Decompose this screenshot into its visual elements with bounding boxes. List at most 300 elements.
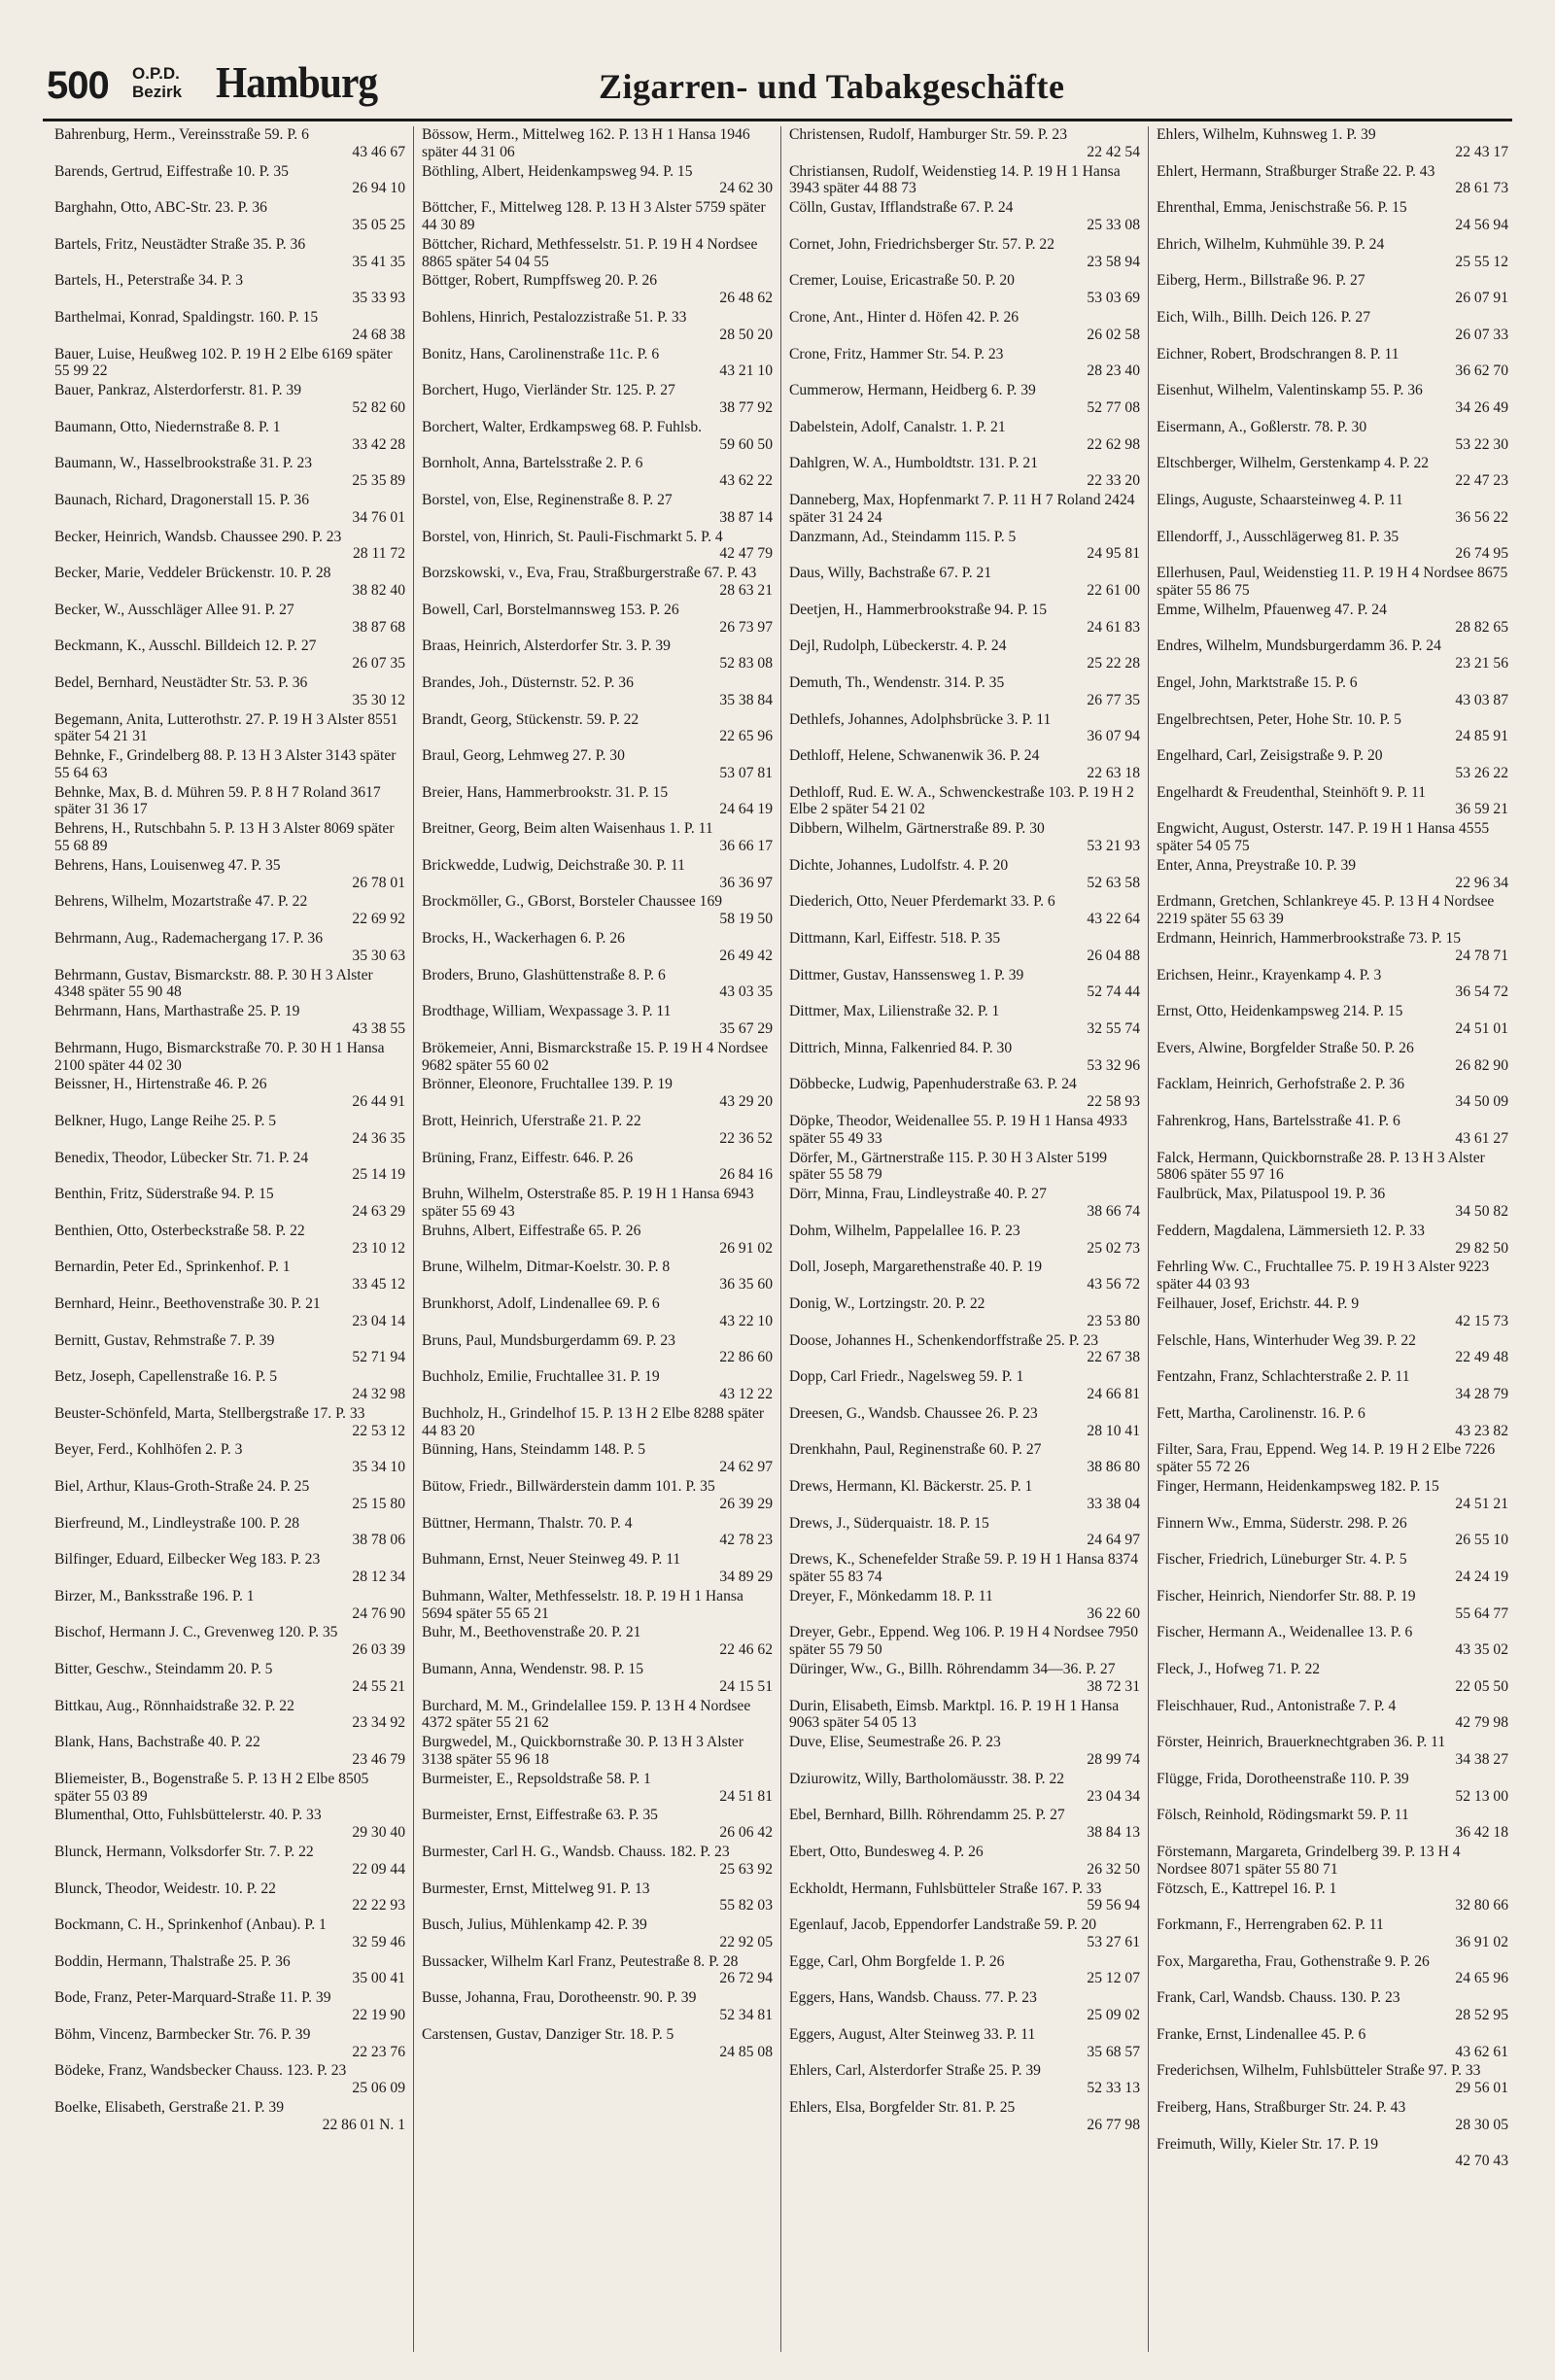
- entry-phone-number: 28 82 65: [1455, 618, 1508, 636]
- entry-text: Brodthage, William, Wexpassage 3. P. 11: [422, 1003, 672, 1020]
- entry-phone-number: 53 21 93: [1087, 838, 1140, 855]
- entry-text: Benedix, Theodor, Lübecker Str. 71. P. 24: [54, 1149, 309, 1166]
- entry-text: Cornet, John, Friedrichsberger Str. 57. P. 22: [789, 235, 1055, 253]
- entry-text: Engelbrechtsen, Peter, Hohe Str. 10. P. 5: [1157, 710, 1401, 728]
- entry-phone-number: 26 02 58: [1087, 326, 1140, 343]
- directory-entry: [54, 1844, 405, 1880]
- entry-text: Bütow, Friedr., Billwärderstein damm 101. P. 35: [422, 1477, 715, 1495]
- entry-text: Böttcher, Richard, Methfesselstr. 51. P. 19 H 4 Nordsee 8865 später 54 04 55: [422, 235, 758, 270]
- entry-phone-number: 43 21 10: [719, 362, 773, 380]
- entry-phone-number: 22 05 50: [1455, 1677, 1508, 1695]
- entry-text: Christiansen, Rudolf, Weidenstieg 14. P. 19 H 1 Hansa 3943 später 44 88 73: [789, 162, 1121, 197]
- entry-text: Brönner, Eleonore, Fruchtallee 139. P. 19: [422, 1076, 673, 1093]
- entry-phone-number: 26 78 01: [352, 874, 405, 891]
- entry-phone-number: 29 82 50: [1455, 1239, 1508, 1257]
- directory-entry: [422, 1698, 773, 1734]
- entry-text: Barends, Gertrud, Eiffestraße 10. P. 35: [54, 162, 289, 180]
- directory-entry: [789, 455, 1140, 491]
- entry-text: Buhmann, Ernst, Neuer Steinweg 49. P. 11: [422, 1551, 681, 1569]
- directory-entry: [422, 1880, 773, 1916]
- directory-entry: [422, 674, 773, 710]
- entry-phone-number: 36 91 02: [1455, 1933, 1508, 1950]
- entry-text: Daus, Willy, Bachstraße 67. P. 21: [789, 565, 992, 582]
- entry-text: Dethloff, Helene, Schwanenwik 36. P. 24: [789, 747, 1040, 765]
- entry-phone-number: 22 67 38: [1087, 1349, 1140, 1366]
- entry-text: Braul, Georg, Lehmweg 27. P. 30: [422, 747, 625, 765]
- entry-phone-number: 53 22 30: [1455, 435, 1508, 453]
- directory-entry: [789, 747, 1140, 783]
- entry-text: Franke, Ernst, Lindenallee 45. P. 6: [1157, 2025, 1366, 2043]
- entry-text: Beissner, H., Hirtenstraße 46. P. 26: [54, 1076, 267, 1093]
- entry-phone-number: 25 09 02: [1087, 2007, 1140, 2024]
- directory-entry: [1157, 455, 1508, 491]
- entry-phone-number: 24 61 83: [1087, 618, 1140, 636]
- entry-text: Freimuth, Willy, Kieler Str. 17. P. 19: [1157, 2135, 1379, 2153]
- directory-entry: [789, 1698, 1140, 1734]
- entry-text: Böttger, Robert, Rumpffsweg 20. P. 26: [422, 272, 658, 290]
- entry-text: Ehrich, Wilhelm, Kuhmühle 39. P. 24: [1157, 235, 1385, 253]
- directory-entry: [422, 893, 773, 929]
- entry-phone-number: 34 38 27: [1455, 1750, 1508, 1768]
- directory-entry: [422, 272, 773, 308]
- entry-text: Doll, Joseph, Margarethenstraße 40. P. 19: [789, 1259, 1042, 1276]
- directory-entry: [1157, 1186, 1508, 1222]
- entry-phone-number: 38 78 06: [352, 1532, 405, 1549]
- entry-text: Blunck, Theodor, Weidestr. 10. P. 22: [54, 1880, 276, 1897]
- directory-entry: [1157, 2062, 1508, 2098]
- directory-entry: [1157, 1916, 1508, 1952]
- entry-text: Bierfreund, M., Lindleystraße 100. P. 28: [54, 1514, 300, 1532]
- directory-entry: [422, 602, 773, 638]
- entry-text: Donig, W., Lortzingstr. 20. P. 22: [789, 1295, 985, 1312]
- entry-phone-number: 43 22 10: [719, 1312, 773, 1329]
- entry-text: Dziurowitz, Willy, Bartholomäusstr. 38. P. 22: [789, 1770, 1065, 1787]
- entry-text: Finnern Ww., Emma, Süderstr. 298. P. 26: [1157, 1514, 1407, 1532]
- directory-entry: [1157, 674, 1508, 710]
- entry-phone-number: 26 82 90: [1455, 1056, 1508, 1074]
- directory-entry: [1157, 2099, 1508, 2135]
- directory-entry: [422, 529, 773, 565]
- directory-entry: [789, 309, 1140, 345]
- directory-entry: [1157, 1953, 1508, 1989]
- entry-phone-number: 36 36 97: [719, 874, 773, 891]
- entry-phone-number: 23 46 79: [352, 1750, 405, 1768]
- entry-text: Fehrling Ww. C., Fruchtallee 75. P. 19 H 3 Alster 9223 später 44 03 93: [1157, 1259, 1490, 1293]
- entry-text: Fox, Margaretha, Frau, Gothenstraße 9. P. 26: [1157, 1952, 1430, 1970]
- entry-text: Dittmer, Gustav, Hanssensweg 1. P. 39: [789, 966, 1024, 983]
- directory-entry: [422, 236, 773, 272]
- directory-entry: [54, 163, 405, 199]
- entry-phone-number: 34 50 09: [1455, 1093, 1508, 1111]
- entry-text: Bittkau, Aug., Rönnhaidstraße 32. P. 22: [54, 1697, 294, 1714]
- directory-entry: [54, 1113, 405, 1149]
- directory-entry: [789, 1807, 1140, 1843]
- entry-text: Blunck, Hermann, Volksdorfer Str. 7. P. 22: [54, 1843, 314, 1860]
- entry-phone-number: 52 13 00: [1455, 1787, 1508, 1805]
- entry-text: Feddern, Magdalena, Lämmersieth 12. P. 33: [1157, 1222, 1425, 1239]
- entry-phone-number: 24 95 81: [1087, 545, 1140, 563]
- directory-entry: [1157, 1150, 1508, 1186]
- entry-phone-number: 36 22 60: [1087, 1604, 1140, 1622]
- directory-entry: [1157, 382, 1508, 418]
- directory-entry: [54, 674, 405, 710]
- directory-entry: [789, 1771, 1140, 1807]
- entry-phone-number: 22 86 60: [719, 1349, 773, 1366]
- entry-text: Braas, Heinrich, Alsterdorfer Str. 3. P. 39: [422, 638, 671, 655]
- directory-entry: [789, 199, 1140, 235]
- directory-entry: [789, 2062, 1140, 2098]
- entry-phone-number: 22 96 34: [1455, 874, 1508, 891]
- entry-text: Demuth, Th., Wendenstr. 314. P. 35: [789, 673, 1005, 691]
- directory-entry: [422, 492, 773, 528]
- entry-phone-number: 43 35 02: [1455, 1641, 1508, 1659]
- entry-text: Dethloff, Rud. E. W. A., Schwenckestraße 103. P. 19 H 2 Elbe 2 später 54 21 02: [789, 783, 1134, 818]
- entry-text: Dittrich, Minna, Falkenried 84. P. 30: [789, 1039, 1013, 1056]
- directory-entry: [54, 1259, 405, 1294]
- entry-phone-number: 32 55 74: [1087, 1020, 1140, 1038]
- directory-entry: [1157, 1113, 1508, 1149]
- directory-entry: [422, 820, 773, 856]
- directory-entry: [789, 1624, 1140, 1660]
- directory-entry: [789, 1040, 1140, 1076]
- entry-phone-number: 24 66 81: [1087, 1385, 1140, 1402]
- directory-entry: [54, 1332, 405, 1368]
- entry-phone-number: 35 33 93: [352, 290, 405, 307]
- entry-text: Forkmann, F., Herrengraben 62. P. 11: [1157, 1916, 1384, 1934]
- directory-entry: [789, 1734, 1140, 1770]
- entry-phone-number: 35 30 63: [352, 947, 405, 964]
- directory-entry: [54, 638, 405, 673]
- entry-phone-number: 43 23 82: [1455, 1422, 1508, 1439]
- directory-entry: [422, 1003, 773, 1039]
- entry-phone-number: 26 44 91: [352, 1093, 405, 1111]
- entry-phone-number: 22 19 90: [352, 2007, 405, 2024]
- directory-entry: [1157, 1478, 1508, 1514]
- directory-entry: [54, 1953, 405, 1989]
- entry-text: Ehlers, Carl, Alsterdorfer Straße 25. P. 39: [789, 2062, 1041, 2080]
- directory-entry: [1157, 1551, 1508, 1587]
- entry-text: Büttner, Hermann, Thalstr. 70. P. 4: [422, 1514, 633, 1532]
- entry-phone-number: 59 60 50: [719, 435, 773, 453]
- directory-entry: [789, 1150, 1140, 1186]
- directory-entry: [1157, 638, 1508, 673]
- entry-text: Bilfinger, Eduard, Eilbecker Weg 183. P. 23: [54, 1551, 321, 1569]
- directory-entry: [54, 1807, 405, 1843]
- entry-text: Eggers, Hans, Wandsb. Chauss. 77. P. 23: [789, 1989, 1037, 2007]
- directory-entry: [789, 1588, 1140, 1624]
- directory-entry: [789, 346, 1140, 382]
- entry-phone-number: 38 86 80: [1087, 1459, 1140, 1476]
- entry-phone-number: 34 89 29: [719, 1568, 773, 1585]
- entry-text: Brandt, Georg, Stückenstr. 59. P. 22: [422, 710, 639, 728]
- entry-text: Baumann, Otto, Niedernstraße 8. P. 1: [54, 418, 281, 435]
- entry-text: Bussacker, Wilhelm Karl Franz, Peutestraße 8. P. 28: [422, 1952, 739, 1970]
- entry-text: Blumenthal, Otto, Fuhlsbüttelerstr. 40. P. 33: [54, 1807, 322, 1824]
- entry-phone-number: 25 33 08: [1087, 216, 1140, 233]
- entry-text: Becker, Heinrich, Wandsb. Chaussee 290. P. 23: [54, 528, 342, 545]
- entry-phone-number: 23 21 56: [1455, 655, 1508, 673]
- entry-phone-number: 23 04 14: [352, 1312, 405, 1329]
- entry-phone-number: 25 14 19: [352, 1166, 405, 1184]
- entry-text: Drews, Hermann, Kl. Bäckerstr. 25. P. 1: [789, 1477, 1033, 1495]
- page-number: 500: [47, 64, 109, 107]
- entry-text: Beuster-Schönfeld, Marta, Stellbergstraße 17. P. 33: [54, 1404, 365, 1422]
- entry-text: Feilhauer, Josef, Erichstr. 44. P. 9: [1157, 1295, 1360, 1312]
- entry-text: Eckholdt, Hermann, Fuhlsbütteler Straße 167. P. 33: [789, 1880, 1102, 1897]
- entry-phone-number: 42 15 73: [1455, 1312, 1508, 1329]
- entry-text: Barghahn, Otto, ABC-Str. 23. P. 36: [54, 199, 267, 217]
- directory-entry: [1157, 602, 1508, 638]
- entry-phone-number: 43 03 35: [719, 983, 773, 1001]
- directory-entry: [54, 529, 405, 565]
- entry-text: Bernhard, Heinr., Beethovenstraße 30. P. 21: [54, 1295, 321, 1312]
- entry-text: Behrens, H., Rutschbahn 5. P. 13 H 3 Alster 8069 später 55 68 89: [54, 820, 395, 855]
- entry-text: Ellerhusen, Paul, Weidenstieg 11. P. 19 H 4 Nordsee 8675 später 55 86 75: [1157, 565, 1508, 599]
- entry-phone-number: 26 77 98: [1087, 2116, 1140, 2133]
- directory-entry: [1157, 1661, 1508, 1697]
- entry-text: Brune, Wilhelm, Ditmar-Koelstr. 30. P. 8: [422, 1259, 671, 1276]
- directory-entry: [1157, 820, 1508, 856]
- directory-entry: [54, 565, 405, 601]
- entry-phone-number: 26 94 10: [352, 180, 405, 197]
- entry-phone-number: 36 59 21: [1455, 801, 1508, 818]
- entry-phone-number: 43 46 67: [352, 143, 405, 160]
- entry-text: Eltschberger, Wilhelm, Gerstenkamp 4. P. 22: [1157, 455, 1430, 472]
- entry-phone-number: 36 54 72: [1455, 983, 1508, 1001]
- entry-text: Engwicht, August, Osterstr. 147. P. 19 H 1 Hansa 4555 später 54 05 75: [1157, 820, 1490, 855]
- directory-entry: [1157, 930, 1508, 966]
- directory-entry: [54, 1588, 405, 1624]
- directory-entry: [789, 529, 1140, 565]
- entry-text: Danneberg, Max, Hopfenmarkt 7. P. 11 H 7 Roland 2424 später 31 24 24: [789, 491, 1135, 526]
- directory-entry: [789, 1953, 1140, 1989]
- directory-entry: [789, 820, 1140, 856]
- entry-text: Brökemeier, Anni, Bismarckstraße 15. P. 19 H 4 Nordsee 9682 später 55 60 02: [422, 1039, 769, 1074]
- entry-text: Ernst, Otto, Heidenkampsweg 214. P. 15: [1157, 1003, 1403, 1020]
- entry-text: Baunach, Richard, Dragonerstall 15. P. 36: [54, 491, 310, 508]
- directory-entry: [1157, 1880, 1508, 1916]
- entry-phone-number: 34 26 49: [1455, 398, 1508, 416]
- entry-phone-number: 26 07 33: [1455, 326, 1508, 343]
- entry-phone-number: 26 04 88: [1087, 947, 1140, 964]
- entry-phone-number: 42 47 79: [719, 545, 773, 563]
- entry-text: Brandes, Joh., Düsternstr. 52. P. 36: [422, 673, 634, 691]
- entry-text: Bumann, Anna, Wendenstr. 98. P. 15: [422, 1660, 644, 1677]
- entry-phone-number: 36 35 60: [719, 1276, 773, 1293]
- directory-entry: [54, 1441, 405, 1477]
- entry-phone-number: 29 56 01: [1455, 2080, 1508, 2097]
- entry-phone-number: 24 51 21: [1455, 1495, 1508, 1512]
- entry-text: Bonitz, Hans, Carolinenstraße 11c. P. 6: [422, 345, 660, 362]
- entry-text: Burgwedel, M., Quickbornstraße 30. P. 13 H 3 Alster 3138 später 55 96 18: [422, 1734, 744, 1768]
- entry-phone-number: 43 62 61: [1455, 2043, 1508, 2060]
- entry-phone-number: 26 06 42: [719, 1824, 773, 1842]
- entry-text: Dethlefs, Johannes, Adolphsbrücke 3. P. 11: [789, 710, 1052, 728]
- directory-entry: [54, 419, 405, 455]
- entry-phone-number: 26 55 10: [1455, 1532, 1508, 1549]
- entry-text: Brüning, Franz, Eiffestr. 646. P. 26: [422, 1149, 634, 1166]
- entry-phone-number: 43 12 22: [719, 1385, 773, 1402]
- directory-entry: [422, 1441, 773, 1477]
- directory-entry: [789, 1551, 1140, 1587]
- directory-entry: [789, 1441, 1140, 1477]
- entry-text: Boddin, Hermann, Thalstraße 25. P. 36: [54, 1952, 291, 1970]
- entry-text: Bohlens, Hinrich, Pestalozzistraße 51. P. 33: [422, 308, 687, 326]
- entry-text: Eiberg, Herm., Billstraße 96. P. 27: [1157, 272, 1365, 290]
- directory-entry: [789, 1405, 1140, 1441]
- entry-phone-number: 28 61 73: [1455, 180, 1508, 197]
- entry-text: Elings, Auguste, Schaarsteinweg 4. P. 11: [1157, 491, 1403, 508]
- entry-text: Borchert, Hugo, Vierländer Str. 125. P. 27: [422, 382, 675, 399]
- entry-phone-number: 22 63 18: [1087, 764, 1140, 781]
- entry-text: Bitter, Geschw., Steindamm 20. P. 5: [54, 1660, 273, 1677]
- entry-text: Frank, Carl, Wandsb. Chauss. 130. P. 23: [1157, 1989, 1400, 2007]
- directory-entry: [789, 711, 1140, 747]
- entry-text: Drews, J., Süderquaistr. 18. P. 15: [789, 1514, 989, 1532]
- directory-entry: [54, 1515, 405, 1551]
- entry-phone-number: 43 22 64: [1087, 911, 1140, 928]
- opd-line-2: Bezirk: [132, 83, 183, 101]
- entry-text: Cremer, Louise, Ericastraße 50. P. 20: [789, 272, 1015, 290]
- directory-entry: [789, 1113, 1140, 1149]
- entry-phone-number: 24 78 71: [1455, 947, 1508, 964]
- entry-text: Boelke, Elisabeth, Gerstraße 21. P. 39: [54, 2099, 285, 2117]
- entry-text: Dittmann, Karl, Eiffestr. 518. P. 35: [789, 930, 1001, 948]
- entry-phone-number: 24 65 96: [1455, 1970, 1508, 1987]
- directory-entry: [422, 419, 773, 455]
- directory-entry: [54, 930, 405, 966]
- directory-entry: [54, 1771, 405, 1807]
- directory-column-2: [414, 126, 781, 2352]
- directory-entry: [54, 1661, 405, 1697]
- entry-phone-number: 26 74 95: [1455, 545, 1508, 563]
- directory-entry: [422, 199, 773, 235]
- directory-entry: [789, 163, 1140, 199]
- entry-text: Eisermann, A., Goßlerstr. 78. P. 30: [1157, 418, 1367, 435]
- entry-phone-number: 24 68 38: [352, 326, 405, 343]
- directory-entry: [1157, 565, 1508, 601]
- entry-text: Baumann, W., Hasselbrookstraße 31. P. 23: [54, 455, 313, 472]
- entry-phone-number: 38 72 31: [1087, 1677, 1140, 1695]
- entry-phone-number: 35 41 35: [352, 253, 405, 270]
- directory-entry: [1157, 1807, 1508, 1843]
- entry-phone-number: 22 46 62: [719, 1641, 773, 1659]
- entry-phone-number: 24 56 94: [1455, 216, 1508, 233]
- directory-entry: [789, 1295, 1140, 1331]
- entry-phone-number: 53 07 81: [719, 764, 773, 781]
- entry-phone-number: 53 26 22: [1455, 764, 1508, 781]
- directory-entry: [422, 1807, 773, 1843]
- entry-text: Endres, Wilhelm, Mundsburgerdamm 36. P. 24: [1157, 638, 1441, 655]
- directory-entry: [1157, 163, 1508, 199]
- entry-text: Egenlauf, Jacob, Eppendorfer Landstraße 59. P. 20: [789, 1916, 1097, 1934]
- directory-entry: [422, 126, 773, 162]
- directory-entry: [789, 2026, 1140, 2062]
- entry-text: Ehlert, Hermann, Straßburger Straße 22. P. 43: [1157, 162, 1435, 180]
- entry-text: Egge, Carl, Ohm Borgfelde 1. P. 26: [789, 1952, 1005, 1970]
- directory-entry: [422, 1478, 773, 1514]
- entry-text: Behnke, Max, B. d. Mühren 59. P. 8 H 7 Roland 3617 später 31 36 17: [54, 783, 381, 818]
- directory-entry: [422, 455, 773, 491]
- entry-text: Duve, Elise, Seumestraße 26. P. 23: [789, 1734, 1001, 1751]
- directory-entry: [789, 1478, 1140, 1514]
- entry-phone-number: 55 64 77: [1455, 1604, 1508, 1622]
- directory-entry: [1157, 1771, 1508, 1807]
- entry-phone-number: 28 50 20: [719, 326, 773, 343]
- page-header: [43, 56, 1512, 121]
- entry-text: Emme, Wilhelm, Pfauenweg 47. P. 24: [1157, 601, 1387, 618]
- entry-text: Brocks, H., Wackerhagen 6. P. 26: [422, 930, 625, 948]
- entry-text: Filter, Sara, Frau, Eppend. Weg 14. P. 19 H 2 Elbe 7226 später 55 72 26: [1157, 1441, 1496, 1476]
- entry-text: Fölsch, Reinhold, Rödingsmarkt 59. P. 11: [1157, 1807, 1409, 1824]
- entry-phone-number: 22 47 23: [1455, 472, 1508, 490]
- directory-entry: [789, 1515, 1140, 1551]
- entry-text: Falck, Hermann, Quickbornstraße 28. P. 13 H 3 Alster 5806 später 55 97 16: [1157, 1149, 1485, 1184]
- entry-phone-number: 25 63 92: [719, 1860, 773, 1878]
- entry-text: Düringer, Ww., G., Billh. Röhrendamm 34—36. P. 27: [789, 1660, 1116, 1677]
- entry-text: Behrmann, Hugo, Bismarckstraße 70. P. 30 H 1 Hansa 2100 später 44 02 30: [54, 1039, 385, 1074]
- directory-entry: [54, 1040, 405, 1076]
- directory-column-1: [47, 126, 414, 2352]
- directory-entry: [54, 382, 405, 418]
- entry-phone-number: 52 33 13: [1087, 2080, 1140, 2097]
- directory-entry: [54, 893, 405, 929]
- entry-text: Behrmann, Aug., Rademachergang 17. P. 36: [54, 930, 324, 948]
- directory-entry: [422, 1771, 773, 1807]
- directory-entry: [1157, 1441, 1508, 1477]
- entry-text: Dohm, Wilhelm, Pappelallee 16. P. 23: [789, 1222, 1020, 1239]
- entry-phone-number: 38 87 14: [719, 508, 773, 526]
- entry-text: Facklam, Heinrich, Gerhofstraße 2. P. 36: [1157, 1076, 1405, 1093]
- directory-entry: [54, 602, 405, 638]
- entry-phone-number: 24 32 98: [352, 1385, 405, 1402]
- directory-entry: [789, 638, 1140, 673]
- entry-phone-number: 43 38 55: [352, 1020, 405, 1038]
- entry-text: Biel, Arthur, Klaus-Groth-Straße 24. P. 25: [54, 1477, 310, 1495]
- entry-text: Fett, Martha, Carolinenstr. 16. P. 6: [1157, 1404, 1365, 1422]
- entry-text: Felschle, Hans, Winterhuder Weg 39. P. 22: [1157, 1331, 1416, 1349]
- entry-phone-number: 36 66 17: [719, 838, 773, 855]
- directory-entry: [54, 1698, 405, 1734]
- directory-entry: [422, 1150, 773, 1186]
- entry-text: Brockmöller, G., GBorst, Borsteler Chaussee 169: [422, 893, 723, 911]
- directory-entry: [54, 711, 405, 747]
- directory-entry: [1157, 419, 1508, 455]
- directory-entry: [789, 1259, 1140, 1294]
- entry-phone-number: 28 52 95: [1455, 2007, 1508, 2024]
- entry-phone-number: 34 28 79: [1455, 1385, 1508, 1402]
- entry-text: Bernitt, Gustav, Rehmstraße 7. P. 39: [54, 1331, 275, 1349]
- entry-phone-number: 22 62 98: [1087, 435, 1140, 453]
- entry-phone-number: 24 63 29: [352, 1203, 405, 1221]
- entry-text: Buchholz, Emilie, Fruchtallee 31. P. 19: [422, 1368, 660, 1386]
- entry-text: Bode, Franz, Peter-Marquard-Straße 11. P. 39: [54, 1989, 331, 2007]
- directory-entry: [789, 1844, 1140, 1880]
- entry-text: Fahrenkrog, Hans, Bartelsstraße 41. P. 6: [1157, 1113, 1400, 1130]
- entry-phone-number: 24 15 51: [719, 1677, 773, 1695]
- entry-phone-number: 58 19 50: [719, 911, 773, 928]
- entry-text: Ebert, Otto, Bundesweg 4. P. 26: [789, 1843, 984, 1860]
- entry-text: Fischer, Hermann A., Weidenallee 13. P. 6: [1157, 1624, 1413, 1641]
- entry-text: Crone, Ant., Hinter d. Höfen 42. P. 26: [789, 308, 1019, 326]
- entry-text: Bahrenburg, Herm., Vereinsstraße 59. P. 6: [54, 126, 309, 143]
- entry-text: Begemann, Anita, Lutterothstr. 27. P. 19 H 3 Alster 8551 später 54 21 31: [54, 710, 398, 745]
- directory-entry: [1157, 1624, 1508, 1660]
- directory-entry: [422, 784, 773, 820]
- entry-phone-number: 22 49 48: [1455, 1349, 1508, 1366]
- entry-text: Dopp, Carl Friedr., Nagelsweg 59. P. 1: [789, 1368, 1024, 1386]
- directory-entry: [422, 1916, 773, 1952]
